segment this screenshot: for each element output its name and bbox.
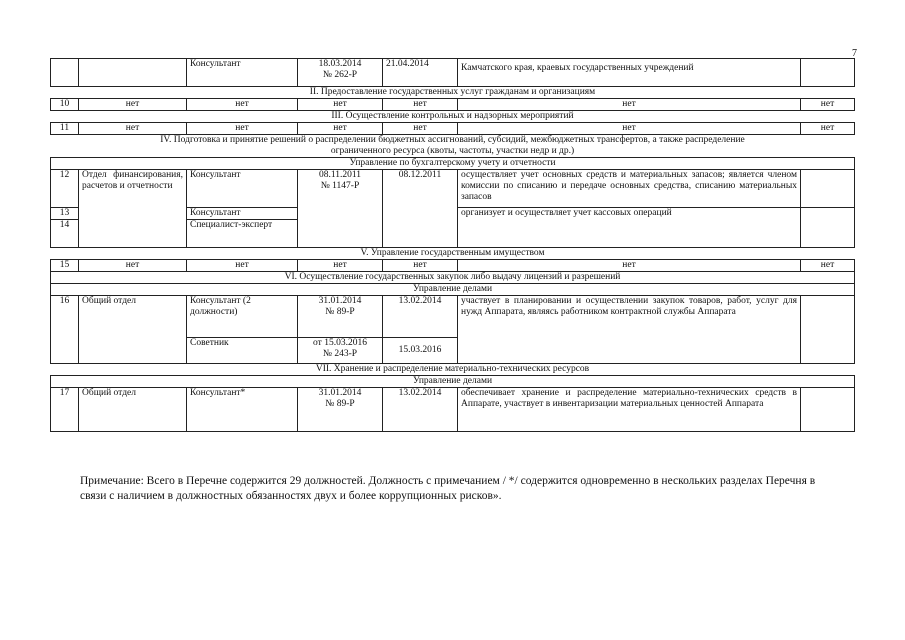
section-title-6: VI. Осуществление государственных закупок либо выдачу лицензий и разрешений xyxy=(51,272,855,284)
position-cell: Консультант (2 должности) xyxy=(187,296,298,338)
cell-none: нет xyxy=(801,260,855,272)
cell-none: нет xyxy=(298,260,383,272)
row-number: 13 xyxy=(51,208,79,220)
duty-cell: организует и осуществляет учет кассовых операций xyxy=(458,208,801,248)
subsection-title-4: Управление по бухгалтерскому учету и отчетности xyxy=(51,158,855,170)
position-cell: Консультант xyxy=(187,59,298,87)
page-number: 7 xyxy=(852,48,857,59)
cell-none: нет xyxy=(298,99,383,111)
duty-cell: Камчатского края, краевых государственных учреждений xyxy=(458,59,801,87)
order-date-cell: 08.11.2011 № 1147-Р xyxy=(298,170,383,248)
section-title-7: VII. Хранение и распределение материально-технических ресурсов xyxy=(51,364,855,376)
order-date-cell: 31.01.2014 № 89-Р xyxy=(298,388,383,432)
cell-none: нет xyxy=(187,99,298,111)
row-number: 16 xyxy=(51,296,79,364)
section-row xyxy=(51,111,855,123)
section-title-4: IV. Подготовка и принятие решений о распределении бюджетных ассигнований, субсидий, межбюджетных трансфертов, а также распределение ограниченного ресурса (квоты, частоты, участки недр и др.) xyxy=(51,135,855,158)
cell-none: нет xyxy=(79,260,187,272)
row-number: 15 xyxy=(51,260,79,272)
section-title-5: V. Управление государственным имуществом xyxy=(51,248,855,260)
cell-none: нет xyxy=(187,123,298,135)
subsection-row xyxy=(51,376,855,388)
order-date-cell: 18.03.2014 № 262-Р xyxy=(298,59,383,87)
cell-none: нет xyxy=(458,123,801,135)
row-number: 11 xyxy=(51,123,79,135)
row-number: 17 xyxy=(51,388,79,432)
table-row xyxy=(51,170,855,208)
position-cell: Консультант xyxy=(187,208,298,220)
table-row xyxy=(51,123,855,135)
position-cell: Консультант* xyxy=(187,388,298,432)
section-row xyxy=(51,364,855,376)
cell-none: нет xyxy=(79,123,187,135)
department-cell: Общий отдел xyxy=(79,388,187,432)
row-number: 14 xyxy=(51,220,79,248)
row-number: 12 xyxy=(51,170,79,208)
position-cell: Консультант xyxy=(187,170,298,208)
cell-none: нет xyxy=(383,123,458,135)
table-row xyxy=(51,260,855,272)
cell-none: нет xyxy=(383,260,458,272)
effective-date-cell: 15.03.2016 xyxy=(383,338,458,364)
positions-table xyxy=(50,58,855,432)
cell-none: нет xyxy=(801,99,855,111)
section-title-3: III. Осуществление контрольных и надзорных мероприятий xyxy=(51,111,855,123)
subsection-row xyxy=(51,158,855,170)
row-number: 10 xyxy=(51,99,79,111)
department-cell: Общий отдел xyxy=(79,296,187,364)
duty-cell: участвует в планировании и осуществлении закупок товаров, работ, услуг для нужд Аппарата, являясь работником контрактной службы Аппарата xyxy=(458,296,801,364)
subsection-title-7: Управление делами xyxy=(51,376,855,388)
cell-none: нет xyxy=(298,123,383,135)
duty-cell: осуществляет учет основных средств и материальных запасов; является членом комиссии по списанию и передаче основных средства, списанию материальных запасов xyxy=(458,170,801,208)
position-cell: Советник xyxy=(187,338,298,364)
section-row xyxy=(51,248,855,260)
effective-date-cell: 13.02.2014 xyxy=(383,388,458,432)
section-row xyxy=(51,135,855,158)
duty-cell: обеспечивает хранение и распределение материально-технических средств в Аппарате, участвует в инвентаризации материальных ценностей Аппарата xyxy=(458,388,801,432)
table-row xyxy=(51,296,855,338)
footnote: Примечание: Всего в Перечне содержится 29 должностей. Должность с примечанием / */ содержится одновременно в нескольких разделах Перечня в связи с наличием в должностных обязанностях двух и более коррупционных рисков». xyxy=(80,475,816,502)
section-row xyxy=(51,272,855,284)
table-row xyxy=(51,59,855,87)
section-row xyxy=(51,87,855,99)
order-date-cell: 31.01.2014 № 89-Р xyxy=(298,296,383,338)
subsection-title-6: Управление делами xyxy=(51,284,855,296)
cell-none: нет xyxy=(801,123,855,135)
cell-none: нет xyxy=(458,260,801,272)
cell-none: нет xyxy=(458,99,801,111)
section-title-2: II. Предоставление государственных услуг гражданам и организациям xyxy=(51,87,855,99)
effective-date-cell: 13.02.2014 xyxy=(383,296,458,338)
cell-none: нет xyxy=(383,99,458,111)
subsection-row xyxy=(51,284,855,296)
order-date-cell: от 15.03.2016 № 243-Р xyxy=(298,338,383,364)
cell-none: нет xyxy=(79,99,187,111)
cell-none: нет xyxy=(187,260,298,272)
table-row xyxy=(51,99,855,111)
department-cell: Отдел финансирования, расчетов и отчетности xyxy=(79,170,187,248)
effective-date-cell: 21.04.2014 xyxy=(383,59,458,87)
effective-date-cell: 08.12.2011 xyxy=(383,170,458,248)
position-cell: Специалист-эксперт xyxy=(187,220,298,248)
table-row xyxy=(51,388,855,432)
